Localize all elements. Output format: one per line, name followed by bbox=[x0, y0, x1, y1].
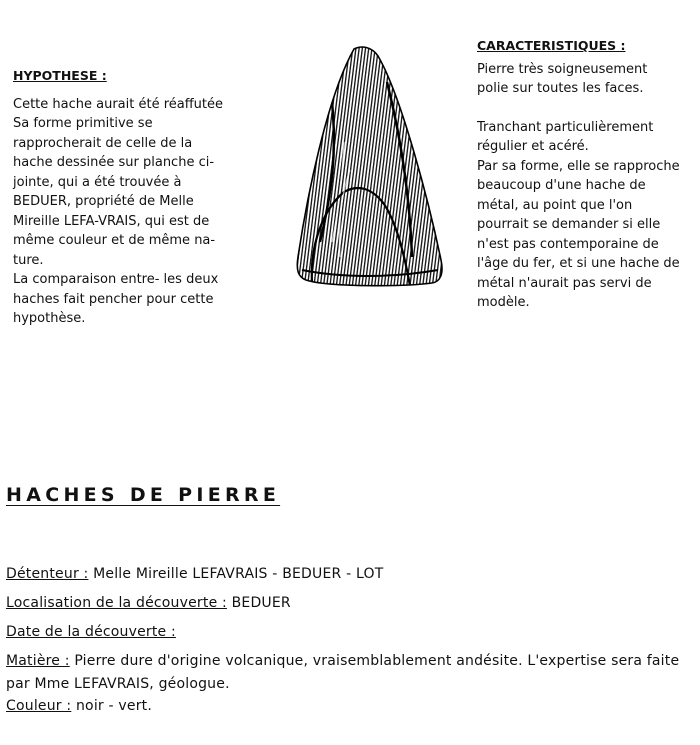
material-value: Pierre dure d'origine volcanique, vraisemblablement andésite. L'expertise sera faite par Mme LEFAVRAIS, géologue. bbox=[6, 653, 680, 692]
date-label: Date de la découverte : bbox=[6, 624, 176, 640]
holder-value: Melle Mireille LEFAVRAIS - BEDUER - LOT bbox=[88, 566, 384, 582]
date-row bbox=[6, 621, 696, 644]
hypothesis-line: BEDUER, propriété de Melle bbox=[13, 194, 194, 209]
hypothesis-line: ture. bbox=[13, 252, 44, 268]
characteristics-line: Pierre très soigneusement bbox=[477, 61, 648, 77]
holder-label: Détenteur : bbox=[6, 566, 89, 582]
characteristics-section bbox=[477, 36, 697, 313]
hypothesis-line: rapprocherait de celle de la bbox=[13, 135, 193, 151]
hypothesis-section bbox=[13, 66, 228, 329]
page-title: HACHES DE PIERRE bbox=[6, 484, 281, 506]
characteristics-line: régulier et acéré. bbox=[477, 139, 589, 154]
paragraph-spacer bbox=[477, 99, 697, 118]
details-section bbox=[6, 563, 696, 718]
characteristics-line: polie sur toutes les faces. bbox=[477, 81, 644, 96]
location-row bbox=[6, 592, 696, 615]
characteristics-line: beaucoup d'une hache de bbox=[477, 178, 646, 193]
hypothesis-line: jointe, qui a été trouvée à bbox=[13, 174, 182, 190]
location-value: BEDUER bbox=[226, 595, 291, 611]
hypothesis-line: Sa forme primitive se bbox=[13, 116, 153, 131]
characteristics-line: Par sa forme, elle se rapproche bbox=[477, 158, 680, 174]
holder-row bbox=[6, 563, 696, 586]
characteristics-heading: CARACTERISTIQUES : bbox=[477, 38, 626, 53]
hypothesis-line: hypothèse. bbox=[13, 311, 86, 326]
hypothesis-line: Mireille LEFA-VRAIS, qui est de bbox=[13, 213, 210, 229]
characteristics-line: métal n'aurait pas servi de bbox=[477, 275, 652, 291]
hypothesis-line: La comparaison entre- les deux bbox=[13, 272, 219, 287]
hypothesis-line: hache dessinée sur planche ci- bbox=[13, 155, 215, 170]
characteristics-line: l'âge du fer, et si une hache de bbox=[477, 256, 680, 271]
hypothesis-line: même couleur et de même na- bbox=[13, 233, 216, 248]
material-label: Matière : bbox=[6, 653, 70, 669]
characteristics-line: modèle. bbox=[477, 295, 530, 310]
hypothesis-line: Cette hache aurait été réaffutée bbox=[13, 96, 224, 112]
hypothesis-line: haches fait pencher pour cette bbox=[13, 291, 214, 307]
characteristics-line: pourrait se demander si elle bbox=[477, 217, 661, 232]
characteristics-line: Tranchant particulièrement bbox=[477, 119, 654, 135]
location-label: Localisation de la découverte : bbox=[6, 595, 227, 611]
characteristics-line: n'est pas contemporaine de bbox=[477, 236, 659, 252]
stone-axe-icon bbox=[292, 42, 444, 288]
hypothesis-heading: HYPOTHESE : bbox=[13, 68, 107, 83]
characteristics-line: métal, au point que l'on bbox=[477, 197, 633, 213]
color-row bbox=[6, 695, 696, 718]
material-row bbox=[6, 650, 696, 695]
color-value: noir - vert. bbox=[71, 698, 153, 714]
color-label: Couleur : bbox=[6, 698, 72, 714]
